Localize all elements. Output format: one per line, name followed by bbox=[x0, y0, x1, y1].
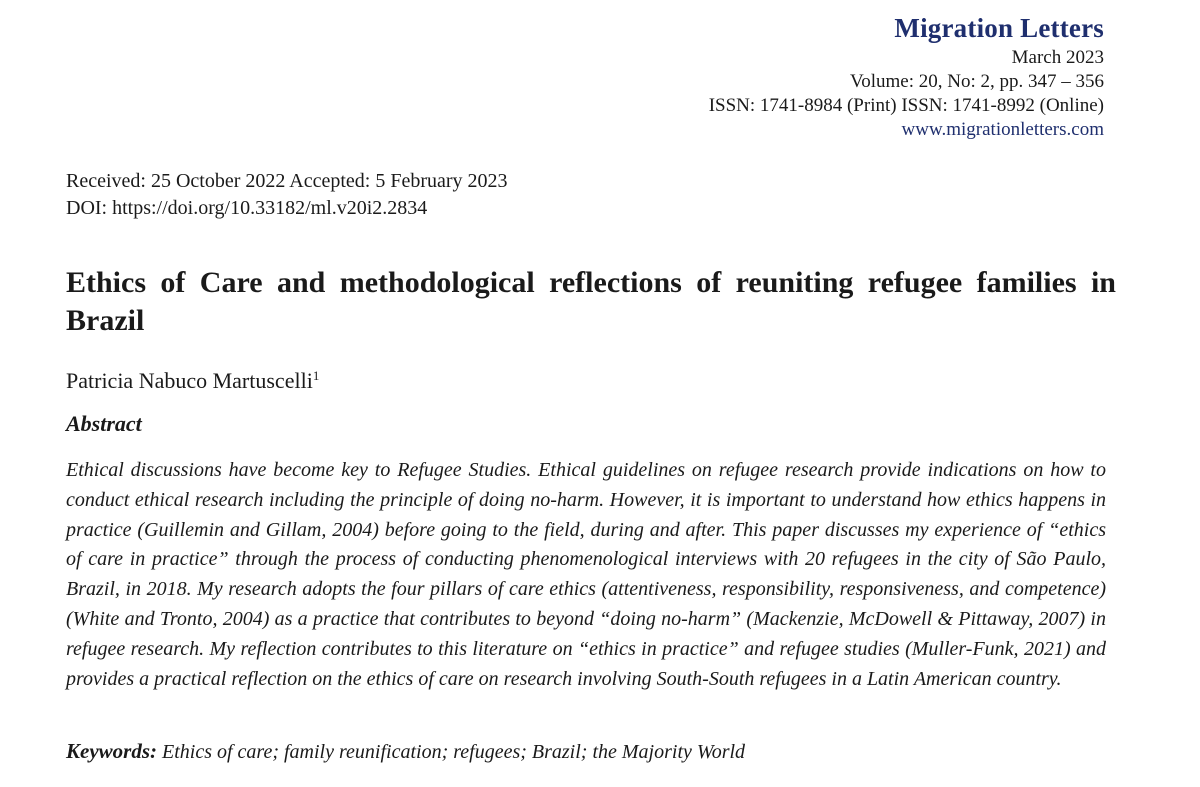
journal-name: Migration Letters bbox=[894, 13, 1104, 43]
author-footnote-marker[interactable]: 1 bbox=[312, 368, 320, 383]
keywords-label: Keywords: bbox=[66, 739, 157, 763]
author-name: Patricia Nabuco Martuscelli bbox=[66, 368, 313, 393]
journal-date: March 2023 bbox=[1011, 47, 1104, 68]
article-title: Ethics of Care and methodological reflections of reuniting refugee families in Brazil bbox=[66, 266, 1116, 337]
received-accepted-dates: Received: 25 October 2022 Accepted: 5 February 2023 bbox=[66, 170, 508, 192]
abstract-heading: Abstract bbox=[66, 411, 142, 436]
journal-issn: ISSN: 1741-8984 (Print) ISSN: 1741-8992 (Online) bbox=[708, 95, 1104, 116]
doi[interactable]: DOI: https://doi.org/10.33182/ml.v20i2.2834 bbox=[66, 197, 428, 219]
keywords bbox=[66, 737, 745, 766]
journal-website-link[interactable]: www.migrationletters.com bbox=[901, 119, 1104, 140]
journal-header bbox=[709, 10, 1104, 142]
journal-volume: Volume: 20, No: 2, pp. 347 – 356 bbox=[849, 71, 1104, 92]
abstract-body: Ethical discussions have become key to Refugee Studies. Ethical guidelines on refugee research provide indications on how to conduct ethical research including the principle of doing no-harm. However, it is important to understand how ethics happens in practice (Guillemin and Gillam, 2004) before going to the field, during and after. This paper discusses my experience of “ethics of care in practice” through the process of conducting phenomenological interviews with 20 refugees in the city of São Paulo, Brazil, in 2018. My research adopts the four pillars of care ethics (attentiveness, responsibility, responsiveness, and competence) (White and Tronto, 2004) as a practice that contributes to beyond “doing no-harm” (Mackenzie, McDowell & Pittaway, 2007) in refugee research. My reflection contributes to this literature on “ethics in practice” and refugee studies (Muller-Funk, 2021) and provides a practical reflection on the ethics of care on research involving South-South refugees in a Latin American country. bbox=[66, 459, 1106, 690]
author bbox=[66, 362, 319, 395]
keywords-list: Ethics of care; family reunification; refugees; Brazil; the Majority World bbox=[162, 741, 746, 763]
article-meta bbox=[66, 168, 508, 222]
